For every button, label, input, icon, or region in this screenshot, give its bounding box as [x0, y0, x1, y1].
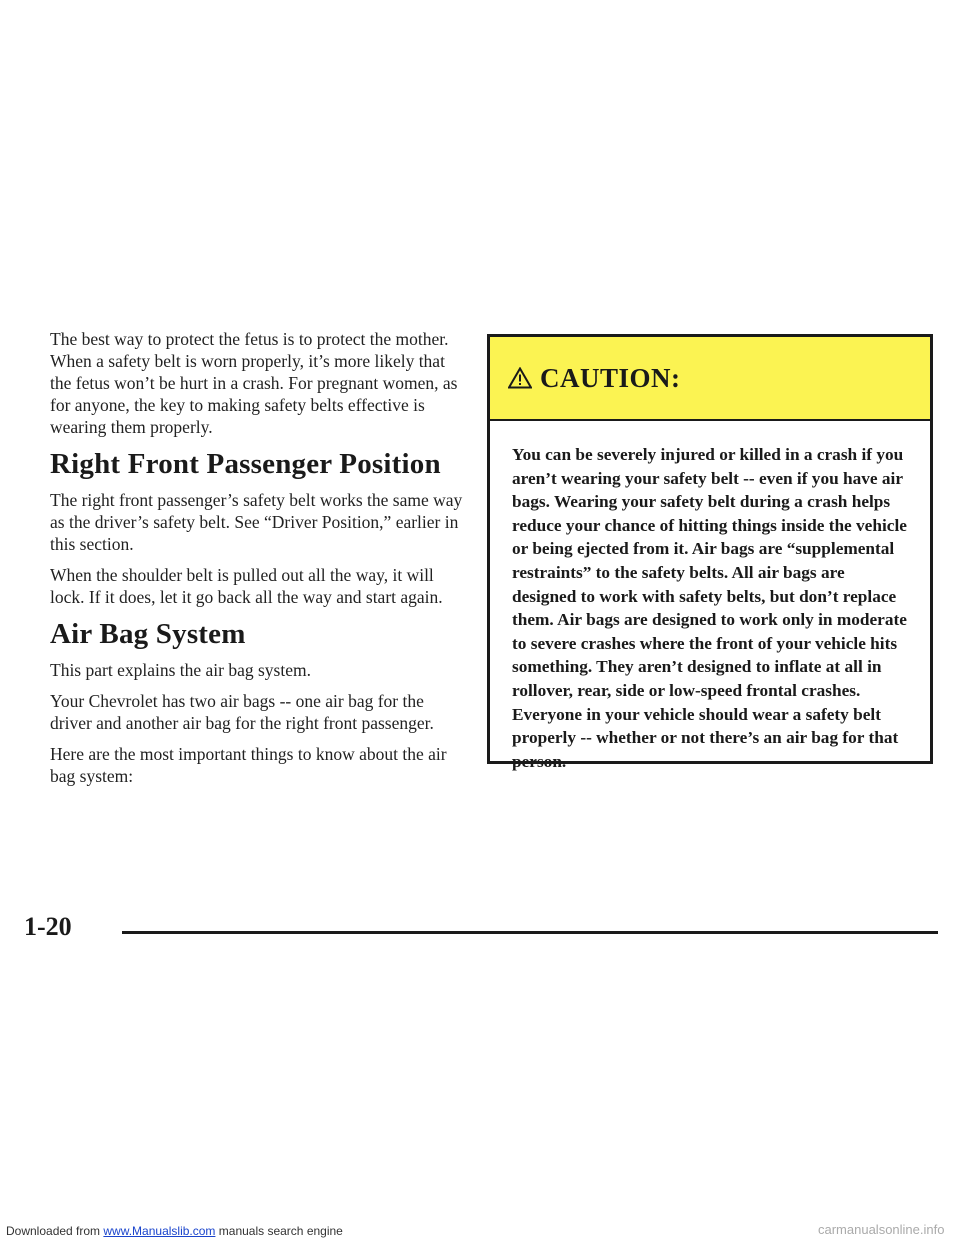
- paragraph-shoulder-belt: When the shoulder belt is pulled out all the way, it will lock. If it does, let it go back all the way and start again.: [50, 565, 443, 607]
- paragraph-air-bag-intro: This part explains the air bag system.: [50, 660, 311, 680]
- page-number: 1-20: [24, 912, 72, 941]
- footer-rule: [122, 931, 938, 934]
- caution-banner: [490, 337, 930, 421]
- heading-right-front-passenger: Right Front Passenger Position: [50, 448, 441, 480]
- caution-box: [487, 334, 933, 771]
- caution-title: CAUTION:: [540, 362, 681, 393]
- left-column: [50, 328, 470, 796]
- download-banner-prefix: Downloaded from: [6, 1224, 104, 1238]
- heading-air-bag-system: Air Bag System: [50, 618, 246, 650]
- paragraph-two-air-bags: Your Chevrolet has two air bags -- one air bag for the driver and another air bag for the right front passenger.: [50, 691, 434, 733]
- paragraph-important-things: Here are the most important things to know about the air bag system:: [50, 744, 447, 786]
- download-banner-suffix: manuals search engine: [215, 1224, 343, 1238]
- manualslib-link[interactable]: www.Manualslib.com: [103, 1224, 216, 1238]
- paragraph-passenger-belt: The right front passenger’s safety belt works the same way as the driver’s safety belt. See “Driver Position,” earlier in this section.: [50, 490, 463, 554]
- watermark: carmanualsonline.info: [818, 1222, 945, 1237]
- download-banner: [6, 1224, 343, 1238]
- caution-text: You can be severely injured or killed in a crash if you aren’t wearing your safety belt -- even if you have air bags. Wearing your safety belt during a crash helps reduce your chance of hitting things inside the vehicle or being ejected from it. Air bags are “supplemental restraints” to the safety belts. All air bags are designed to work with safety belts, but don’t replace them. Air bags are designed to work only in moderate to severe crashes where the front of your vehicle hits something. They aren’t designed to inflate at all in rollover, rear, side or low-speed frontal crashes. Everyone in your vehicle should wear a safety belt properly -- whether or not there’s an air bag for that person.: [512, 445, 907, 771]
- warning-triangle-icon: [508, 367, 532, 389]
- paragraph-fetus: The best way to protect the fetus is to protect the mother. When a safety belt is worn properly, it’s more likely that the fetus won’t be hurt in a crash. For pregnant women, as for anyone, the key to making safety belts effective is wearing them properly.: [50, 329, 458, 437]
